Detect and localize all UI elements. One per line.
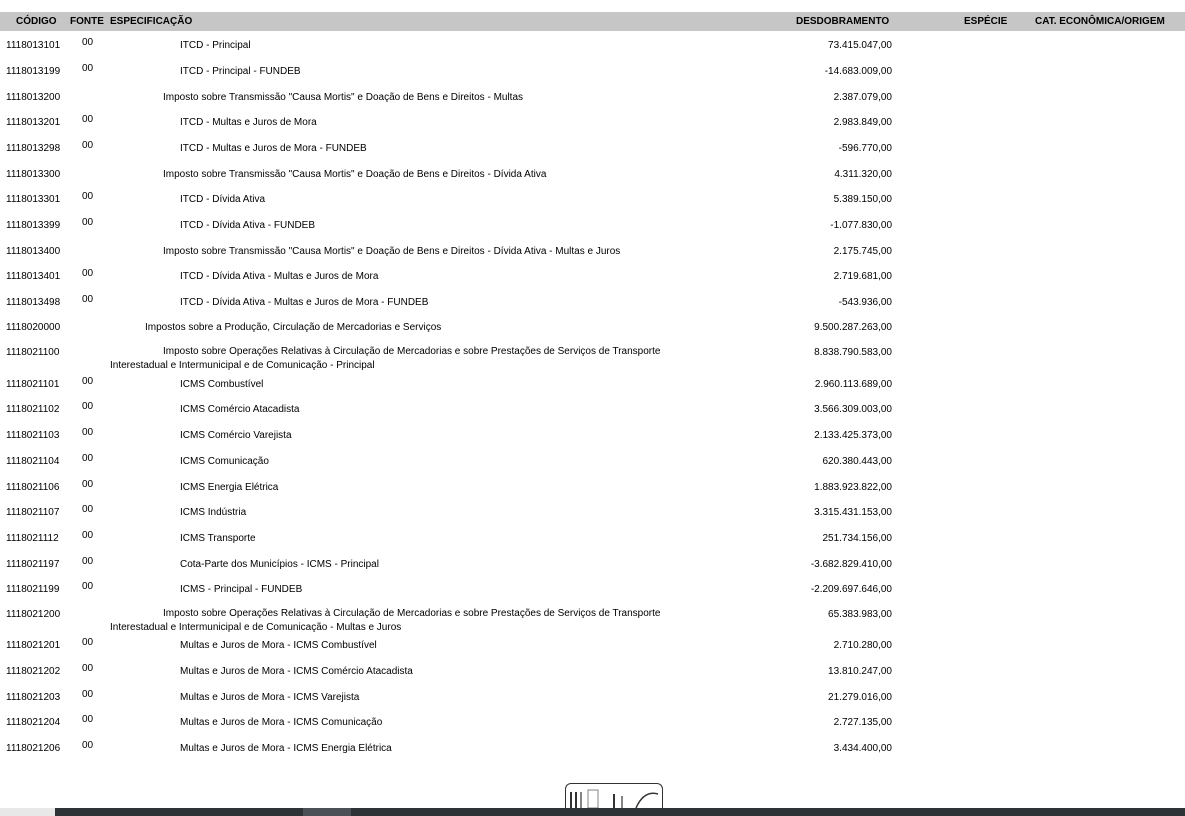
row-especificacao: Cota-Parte dos Municípios - ICMS - Principal <box>180 559 379 570</box>
row-desdobramento: 620.380.443,00 <box>822 456 892 467</box>
row-desdobramento: 2.727.135,00 <box>833 717 892 728</box>
row-code: 1118013298 <box>6 143 61 154</box>
row-especificacao: Imposto sobre Transmissão "Causa Mortis" e Doação de Bens e Direitos - Dívida Ativa - Multas e Juros <box>163 246 621 257</box>
row-fonte: 00 <box>82 689 94 700</box>
row-code: 1118020000 <box>6 322 61 333</box>
row-especificacao: Imposto sobre Transmissão "Causa Mortis" e Doação de Bens e Direitos - Multas <box>163 92 524 103</box>
pdf-seal-stamp <box>565 783 663 810</box>
row-fonte: 00 <box>82 376 94 387</box>
row-code: 1118013400 <box>6 246 61 257</box>
header-especie: ESPÉCIE <box>964 16 1008 27</box>
row-code: 1118013399 <box>6 220 61 231</box>
row-code: 1118013199 <box>6 66 61 77</box>
row-especificacao: Multas e Juros de Mora - ICMS Combustível <box>180 640 377 651</box>
row-fonte: 00 <box>82 453 94 464</box>
row-code: 1118021106 <box>6 482 60 493</box>
row-code: 1118013498 <box>6 297 61 308</box>
row-code: 1118021107 <box>6 507 60 518</box>
row-desdobramento: -14.683.009,00 <box>824 66 892 77</box>
row-code: 1118013200 <box>6 92 61 103</box>
row-especificacao: Multas e Juros de Mora - ICMS Comércio Atacadista <box>180 666 413 677</box>
row-especificacao: Imposto sobre Operações Relativas à Circulação de Mercadorias e sobre Prestações de Serviços de Transporte Interestadual e Intermunicipal e de Comunicação - Multas e Juros <box>110 608 661 633</box>
row-especificacao: ICMS Combustível <box>180 379 264 390</box>
header-categoria: CAT. ECONÔMICA/ORIGEM <box>1035 16 1165 27</box>
table-header <box>0 12 1185 31</box>
row-desdobramento: 3.434.400,00 <box>833 743 892 754</box>
row-fonte: 00 <box>82 140 94 151</box>
row-fonte: 00 <box>82 581 94 592</box>
row-code: 1118021199 <box>6 584 60 595</box>
row-code: 1118021101 <box>6 379 60 390</box>
row-especificacao: ITCD - Dívida Ativa <box>180 194 266 205</box>
row-especificacao: Multas e Juros de Mora - ICMS Varejista <box>180 692 360 703</box>
row-code: 1118021200 <box>6 609 61 620</box>
row-code: 1118021102 <box>6 404 60 415</box>
row-desdobramento: 21.279.016,00 <box>828 692 892 703</box>
row-especificacao: ITCD - Principal - FUNDEB <box>180 66 301 77</box>
row-especificacao: ITCD - Dívida Ativa - Multas e Juros de Mora - FUNDEB <box>180 297 429 308</box>
row-code: 1118021104 <box>6 456 60 467</box>
row-fonte: 00 <box>82 294 94 305</box>
row-fonte: 00 <box>82 63 94 74</box>
row-fonte: 00 <box>82 714 94 725</box>
row-especificacao: ITCD - Dívida Ativa - Multas e Juros de Mora <box>180 271 379 282</box>
row-fonte: 00 <box>82 401 94 412</box>
row-code: 1118021100 <box>6 347 60 358</box>
toolbar-segment[interactable] <box>0 808 55 816</box>
row-desdobramento: 251.734.156,00 <box>822 533 892 544</box>
row-especificacao: ITCD - Multas e Juros de Mora <box>180 117 317 128</box>
row-code: 1118021103 <box>6 430 60 441</box>
row-especificacao: ICMS Comunicação <box>180 456 269 467</box>
row-especificacao: Imposto sobre Transmissão "Causa Mortis" e Doação de Bens e Direitos - Dívida Ativa <box>163 169 547 180</box>
row-especificacao: ICMS Transporte <box>180 533 256 544</box>
row-especificacao: ITCD - Principal <box>180 40 251 51</box>
row-desdobramento: 2.387.079,00 <box>833 92 892 103</box>
row-fonte: 00 <box>82 663 94 674</box>
row-especificacao: ICMS - Principal - FUNDEB <box>180 584 303 595</box>
row-especificacao: ICMS Indústria <box>180 507 247 518</box>
row-fonte: 00 <box>82 427 94 438</box>
row-fonte: 00 <box>82 479 94 490</box>
row-desdobramento: -2.209.697.646,00 <box>810 584 892 595</box>
row-code: 1118021201 <box>6 640 61 651</box>
row-especificacao: Multas e Juros de Mora - ICMS Energia Elétrica <box>180 743 392 754</box>
row-desdobramento: 2.175.745,00 <box>833 246 892 257</box>
row-desdobramento: -3.682.829.410,00 <box>810 559 892 570</box>
row-code: 1118021206 <box>6 743 61 754</box>
row-desdobramento: 2.960.113.689,00 <box>814 379 892 390</box>
row-desdobramento: 13.810.247,00 <box>828 666 892 677</box>
header-fonte: FONTE <box>70 16 104 27</box>
row-desdobramento: -1.077.830,00 <box>830 220 892 231</box>
row-especificacao: ICMS Energia Elétrica <box>180 482 279 493</box>
row-desdobramento: 1.883.923.822,00 <box>814 482 892 493</box>
row-fonte: 00 <box>82 504 94 515</box>
row-desdobramento: 65.383.983,00 <box>828 609 892 620</box>
row-fonte: 00 <box>82 191 94 202</box>
row-code: 1118021197 <box>6 559 60 570</box>
row-code: 1118021202 <box>6 666 61 677</box>
row-desdobramento: 73.415.047,00 <box>828 40 892 51</box>
row-code: 1118013300 <box>6 169 61 180</box>
row-code: 1118013301 <box>6 194 61 205</box>
row-desdobramento: 4.311.320,00 <box>834 169 892 180</box>
row-fonte: 00 <box>82 530 94 541</box>
row-desdobramento: 3.315.431.153,00 <box>814 507 892 518</box>
header-desdobramento: DESDOBRAMENTO <box>796 16 890 27</box>
row-especificacao: Multas e Juros de Mora - ICMS Comunicação <box>180 717 383 728</box>
row-code: 1118021204 <box>6 717 61 728</box>
row-fonte: 00 <box>82 268 94 279</box>
row-desdobramento: 8.838.790.583,00 <box>814 347 892 358</box>
row-fonte: 00 <box>82 556 94 567</box>
row-fonte: 00 <box>82 217 94 228</box>
row-desdobramento: 2.719.681,00 <box>833 271 892 282</box>
row-desdobramento: 3.566.309.003,00 <box>814 404 892 415</box>
row-desdobramento: 2.710.280,00 <box>833 640 892 651</box>
header-especificacao: ESPECIFICAÇÃO <box>110 16 193 27</box>
row-code: 1118013401 <box>6 271 61 282</box>
row-fonte: 00 <box>82 37 94 48</box>
row-fonte: 00 <box>82 740 94 751</box>
row-code: 1118013101 <box>6 40 61 51</box>
header-codigo: CÓDIGO <box>16 16 57 27</box>
toolbar-segment-active[interactable] <box>303 808 351 816</box>
row-code: 1118013201 <box>6 117 61 128</box>
row-especificacao: ITCD - Multas e Juros de Mora - FUNDEB <box>180 143 367 154</box>
row-especificacao: ICMS Comércio Varejista <box>180 430 292 441</box>
row-code: 1118021112 <box>6 533 59 544</box>
viewer-bottom-toolbar[interactable] <box>0 808 1185 816</box>
row-fonte: 00 <box>82 637 94 648</box>
row-especificacao: ITCD - Dívida Ativa - FUNDEB <box>180 220 316 231</box>
row-desdobramento: -543.936,00 <box>838 297 892 308</box>
row-desdobramento: 9.500.287.263,00 <box>814 322 892 333</box>
row-desdobramento: 2.133.425.373,00 <box>814 430 892 441</box>
row-code: 1118021203 <box>6 692 61 703</box>
row-fonte: 00 <box>82 114 94 125</box>
row-especificacao: ICMS Comércio Atacadista <box>180 404 300 415</box>
row-especificacao: Impostos sobre a Produção, Circulação de Mercadorias e Serviços <box>145 322 442 333</box>
row-desdobramento: -596.770,00 <box>838 143 892 154</box>
row-desdobramento: 5.389.150,00 <box>833 194 892 205</box>
row-desdobramento: 2.983.849,00 <box>833 117 892 128</box>
row-especificacao: Imposto sobre Operações Relativas à Circulação de Mercadorias e sobre Prestações de Serviços de Transporte Interestadual e Intermunicipal e de Comunicação - Principal <box>110 346 661 371</box>
